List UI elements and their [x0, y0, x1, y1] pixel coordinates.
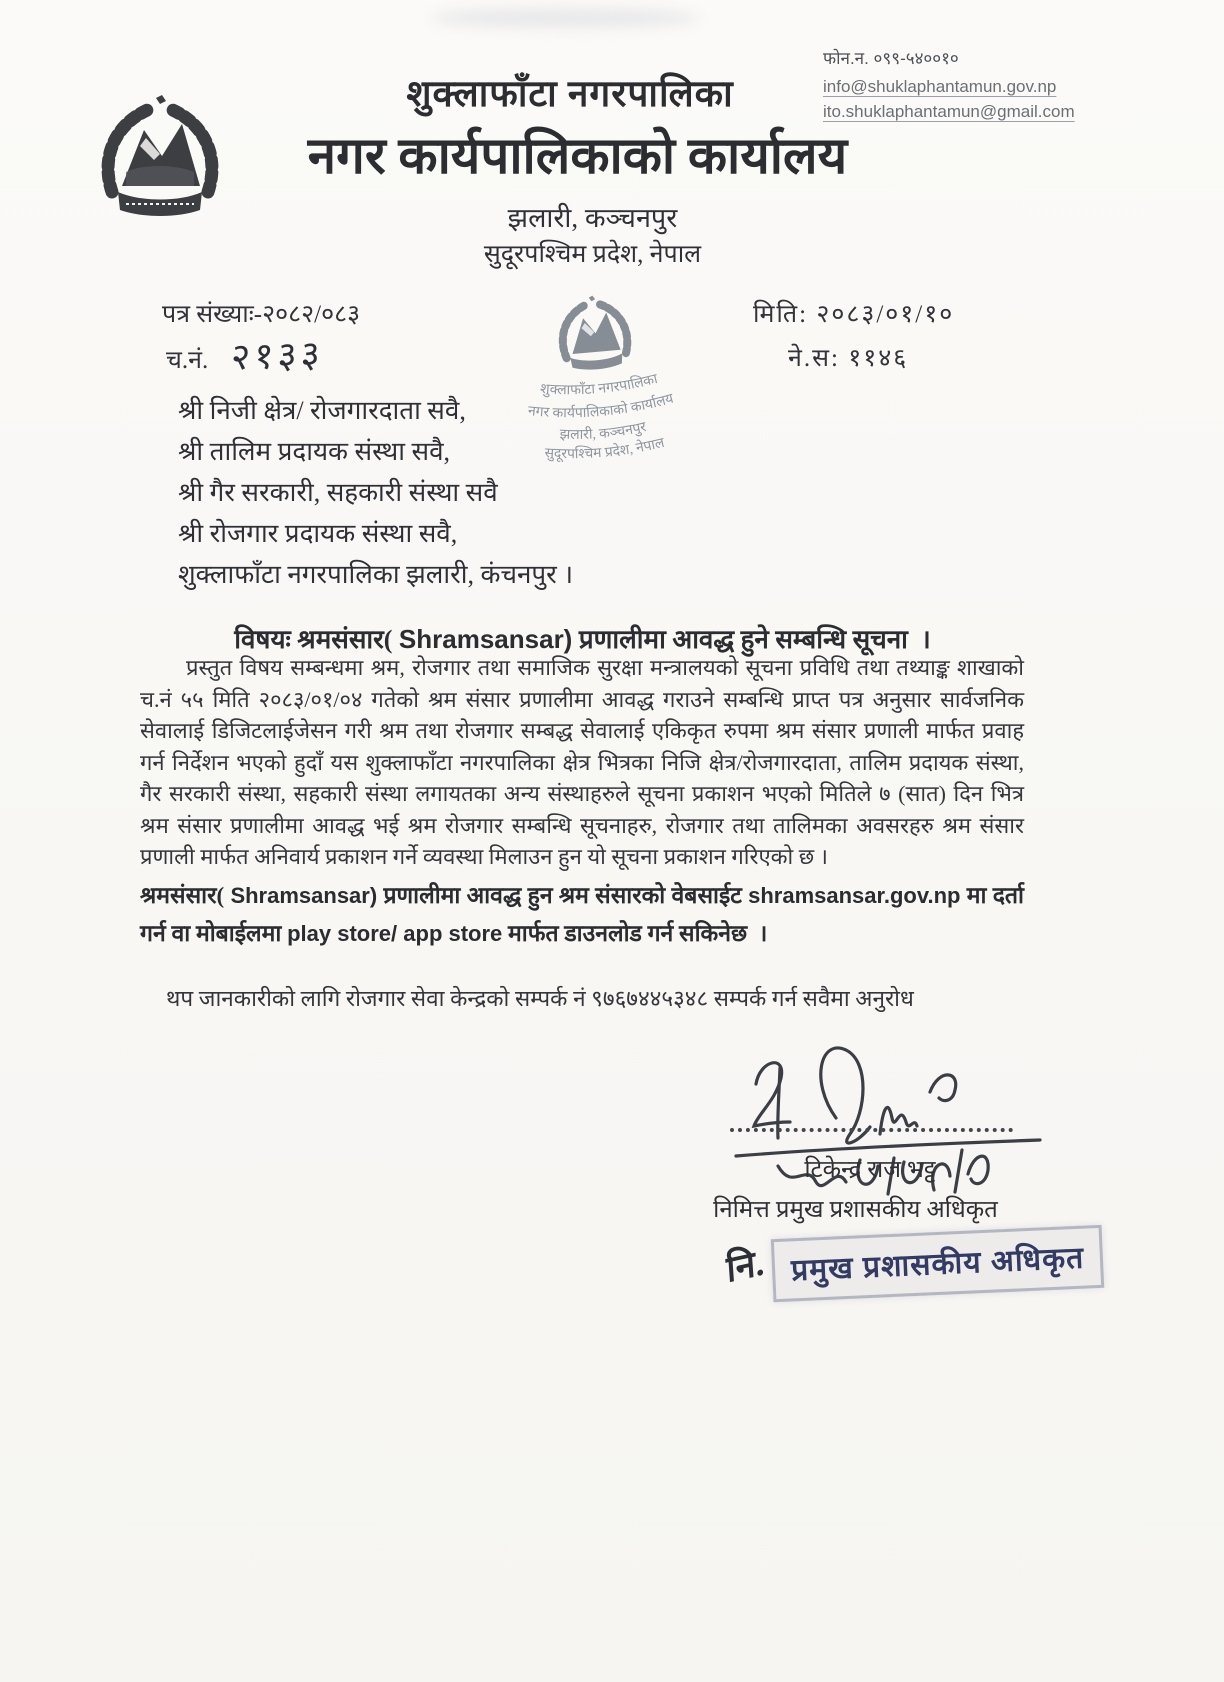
address-line-2: सुदूरपश्चिम प्रदेश, नेपाल: [483, 241, 702, 268]
address-line-1: झलारी, कञ्चनपुर: [507, 203, 678, 233]
seal-text-line3: झलारी, कञ्चनपुर: [559, 419, 648, 443]
p2-website-url: shramsansar.gov.np: [748, 882, 961, 908]
serial-number: ने.स: ११४६: [788, 345, 909, 372]
seal-text-line1: शुक्लाफाँटा नगरपालिका: [539, 371, 660, 399]
addressee-line: श्री निजी क्षेत्र/ रोजगारदाता सवै,: [178, 396, 466, 425]
subject-line: [0, 620, 1165, 656]
p2-appstore-latin: play store/ app store: [287, 920, 503, 946]
p2-seg7: मार्फत डाउनलोड गर्न सकिनेछ ।: [502, 920, 768, 946]
scan-bleed-smudge: [430, 8, 700, 28]
email-secondary: ito.shuklaphantamun@gmail.com: [823, 102, 1075, 121]
contact-block: [823, 46, 1075, 125]
p2-shramsansar-latin: Shramsansar): [230, 882, 378, 908]
addressee-line: शुक्लाफाँटा नगरपालिका झलारी, कंचनपुर ।: [178, 560, 574, 589]
stamp-handwritten-prefix: नि.: [725, 1241, 766, 1291]
addressee-line: श्री रोजगार प्रदायक संस्था सवै,: [178, 519, 458, 548]
signatory-name: टिकेन्द्र राज भट्ट: [804, 1157, 936, 1183]
office-name: नगर कार्यपालिकाको कार्यालय: [307, 129, 848, 185]
p2-seg5: मा दर्ता गर्न वा मोबाईलमा: [140, 882, 1030, 946]
letter-number: पत्र संख्याः-२०८२/०८३: [162, 301, 361, 328]
body-paragraph-2: [140, 877, 1030, 953]
subject-suffix: प्रणालीमा आवद्ध हुने सम्बन्धि सूचना ।: [572, 625, 931, 654]
seal-text-line4: सुदूरपश्चिम प्रदेश, नेपाल: [544, 435, 667, 463]
chalani-number-handwritten: २१३३: [229, 334, 325, 379]
addressee-line: श्री गैर सरकारी, सहकारी संस्था सवै: [178, 478, 498, 507]
phone-number: फोन.न. ०९९-५४००१०: [823, 49, 959, 68]
organization-name: शुक्लाफाँटा नगरपालिका: [406, 74, 734, 115]
p2-seg3: प्रणालीमा आवद्ध हुन श्रम संसारको वेबसाईट: [377, 882, 749, 908]
signature-dotted-line: [730, 1128, 1013, 1132]
subject-prefix: विषयः श्रमसंसार(: [234, 625, 399, 654]
designation-stamp: प्रमुख प्रशासकीय अधिकृत: [771, 1225, 1105, 1302]
letter-body: [140, 652, 1030, 1015]
addressee-list: [178, 390, 573, 595]
body-paragraph-1: प्रस्तुत विषय सम्बन्धमा श्रम, रोजगार तथा समाजिक सुरक्षा मन्त्रालयको सूचना प्रविधि तथा तथ्याङ्क शाखाको च.नं ५५ मिति २०८३/०१/०४ गतेको श्रम संसार प्रणालीमा आवद्ध गराउने सम्बन्धि प्राप्त पत्र अनुसार सार्वजनिक सेवालाई डिजिटलाईजेसन गरी श्रम तथा रोजगार सम्बद्ध सेवालाई एकिकृत रुपमा श्रम संसार प्रणाली मार्फत प्रवाह गर्न निर्देशन भएको हुदाँ यस शुक्लाफाँटा नगरपालिका क्षेत्र भित्रका निजि क्षेत्र/रोजगारदाता, तालिम प्रदायक संस्था, गैर सरकारी संस्था, सहकारी संस्था लगायतका अन्य संस्थाहरुले सूचना प्रकाशन भएको मितिले ७ (सात) दिन भित्र श्रम संसार प्रणालीमा आवद्ध भई श्रम रोजगार सम्बन्धि सूचनाहरु, रोजगार तथा तालिमका अवसरहरु श्रम संसार प्रणाली मार्फत अनिवार्य प्रकाशन गर्ने व्यवस्था मिलाउन हुन यो सूचना प्रकाशन गरिएको छ ।: [140, 655, 1024, 869]
subject-latin: Shramsansar): [398, 624, 573, 654]
letter-date: मिति: २०८३/०१/१०: [753, 301, 955, 328]
addressee-line: श्री तालिम प्रदायक संस्था सवै,: [178, 437, 451, 466]
body-paragraph-3: थप जानकारीको लागि रोजगार सेवा केन्द्रको सम्पर्क नं ९७६७४४५३४८ सम्पर्क गर्न सवैमा अनुरोध: [166, 985, 914, 1011]
chalani-label: च.नं.: [166, 347, 209, 374]
p2-seg1: श्रमसंसार(: [140, 882, 231, 908]
signatory-designation: निमित्त प्रमुख प्रशासकीय अधिकृत: [713, 1197, 998, 1223]
email-primary: info@shuklaphantamun.gov.np: [823, 76, 1057, 96]
chalani-number-line: [166, 334, 325, 379]
seal-text-line2: नगर कार्यपालिकाको कार्यालय: [527, 391, 676, 422]
